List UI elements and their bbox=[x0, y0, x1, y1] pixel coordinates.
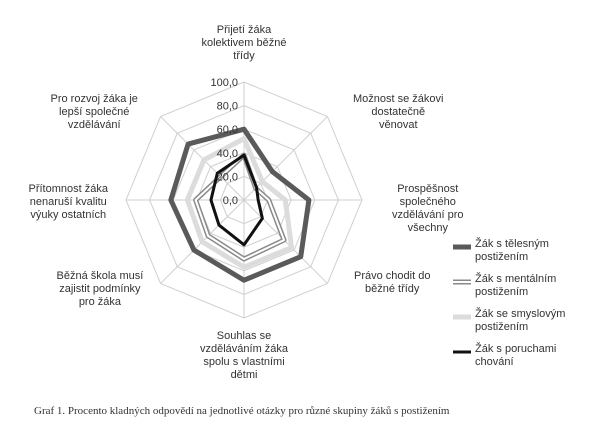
legend-item bbox=[453, 273, 603, 299]
axis-label: Běžná škola musí zajistit podmínky pro žáka bbox=[56, 270, 144, 308]
axis-label: Přijetí žáka kolektivem běžné třídy bbox=[201, 24, 287, 62]
legend-swatch bbox=[453, 279, 471, 285]
legend-item bbox=[453, 238, 603, 264]
legend-label: Žák s poruchami chování bbox=[475, 343, 557, 368]
axis-label: Možnost se žákovi dostatečně věnovat bbox=[353, 93, 444, 131]
axis-label: Pro rozvoj žáka je lepší společné vzdělávání bbox=[50, 93, 138, 131]
legend-swatch bbox=[453, 349, 471, 355]
axis-label: Právo chodit do běžné třídy bbox=[354, 270, 431, 295]
radial-tick-label: 100,0 bbox=[210, 77, 238, 89]
radial-tick-label: 0,0 bbox=[222, 195, 238, 207]
legend-label: Žák s tělesným postižením bbox=[475, 238, 549, 263]
legend-label: Žák se smyslovým postižením bbox=[475, 308, 566, 333]
legend-swatch bbox=[453, 244, 471, 250]
legend-label: Žák s mentálním postižením bbox=[475, 273, 557, 298]
radial-tick-label: 60,0 bbox=[216, 124, 238, 137]
axis-label: Souhlas se vzděláváním žáka spolu s vlastními dětmi bbox=[200, 330, 289, 381]
chart-legend bbox=[453, 238, 603, 378]
axis-label: Přítomnost žáka nenaruší kvalitu výuky ostatních bbox=[28, 183, 108, 221]
chart-caption: Graf 1. Procento kladných odpovědí na jednotlivé otázky pro různé skupiny žáků s postižením bbox=[34, 405, 450, 417]
radial-tick-label: 80,0 bbox=[216, 100, 238, 113]
legend-swatch bbox=[453, 314, 471, 320]
radial-tick-label: 40,0 bbox=[216, 147, 238, 160]
radial-tick-label: 20,0 bbox=[216, 171, 238, 184]
legend-item bbox=[453, 308, 603, 334]
axis-label: Prospěšnost společného vzdělávání pro všechny bbox=[392, 183, 464, 234]
legend-item bbox=[453, 343, 603, 369]
